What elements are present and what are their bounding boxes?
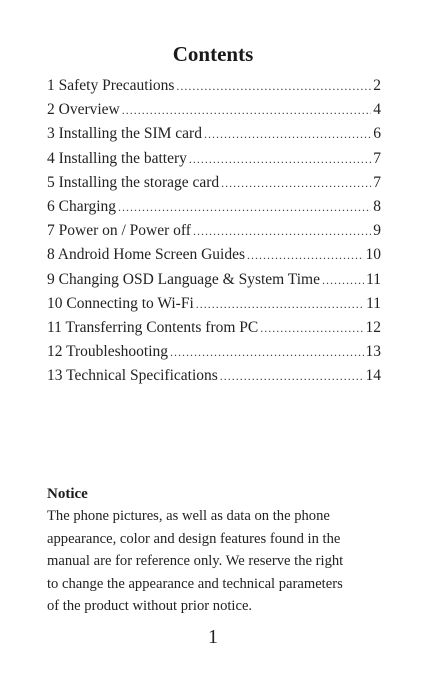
toc-dot-leader bbox=[221, 171, 371, 195]
toc-dot-leader bbox=[260, 316, 363, 340]
toc-entry[interactable] bbox=[47, 292, 381, 316]
toc-entry-label: 6 Charging bbox=[47, 197, 117, 215]
notice-section bbox=[47, 483, 387, 618]
toc-dot-leader bbox=[193, 219, 371, 243]
toc-entry-label: 1 Safety Precautions bbox=[47, 77, 175, 94]
toc-entry-page: 11 bbox=[366, 294, 381, 312]
toc-dot-leader bbox=[247, 243, 363, 267]
toc-dot-leader bbox=[176, 74, 371, 98]
table-of-contents bbox=[47, 74, 381, 388]
toc-dot-leader bbox=[322, 268, 364, 292]
toc-entry-page: 6 bbox=[373, 125, 381, 143]
toc-entry-page: 2 bbox=[373, 77, 381, 94]
notice-line: appearance, color and design features found in the bbox=[47, 530, 341, 547]
toc-entry-label: 9 Changing OSD Language & System Time bbox=[47, 270, 320, 288]
notice-line: to change the appearance and technical parameters bbox=[47, 575, 343, 592]
toc-dot-leader bbox=[204, 122, 371, 146]
toc-entry[interactable] bbox=[47, 74, 381, 98]
toc-entry[interactable] bbox=[47, 122, 381, 146]
toc-entry-label: 3 Installing the SIM card bbox=[47, 125, 202, 143]
toc-entry[interactable] bbox=[47, 316, 381, 340]
toc-entry-page: 14 bbox=[365, 367, 381, 385]
toc-entry-page: 7 bbox=[373, 149, 381, 167]
toc-dot-leader bbox=[189, 147, 371, 171]
toc-entry[interactable] bbox=[47, 147, 381, 171]
notice-line: manual are for reference only. We reserve the right bbox=[47, 553, 344, 570]
toc-entry[interactable] bbox=[47, 364, 381, 388]
toc-entry[interactable] bbox=[47, 243, 381, 267]
toc-entry[interactable] bbox=[47, 268, 381, 292]
toc-entry[interactable] bbox=[47, 171, 381, 195]
page-title: Contents bbox=[172, 42, 254, 66]
toc-entry-label: 13 Technical Specifications bbox=[47, 367, 218, 385]
toc-entry[interactable] bbox=[47, 219, 381, 243]
toc-entry[interactable] bbox=[47, 98, 381, 122]
toc-dot-leader bbox=[220, 364, 364, 388]
toc-dot-leader bbox=[118, 195, 371, 219]
toc-entry-label: 12 Troubleshooting bbox=[47, 343, 169, 361]
toc-entry-label: 4 Installing the battery bbox=[47, 149, 187, 167]
notice-line: of the product without prior notice. bbox=[47, 598, 253, 615]
toc-entry[interactable] bbox=[47, 340, 381, 364]
toc-entry-label: 11 Transferring Contents from PC bbox=[47, 318, 259, 336]
toc-entry-page: 7 bbox=[373, 173, 381, 191]
toc-entry-label: 8 Android Home Screen Guides bbox=[47, 246, 246, 264]
toc-dot-leader bbox=[122, 98, 372, 122]
toc-dot-leader bbox=[196, 292, 364, 316]
toc-entry-page: 4 bbox=[373, 101, 381, 119]
toc-entry[interactable] bbox=[47, 195, 381, 219]
toc-entry-label: 7 Power on / Power off bbox=[47, 222, 191, 240]
toc-entry-page: 8 bbox=[373, 197, 381, 215]
toc-entry-page: 11 bbox=[366, 270, 381, 288]
page-number: 1 bbox=[208, 626, 218, 648]
toc-entry-label: 5 Installing the storage card bbox=[47, 173, 220, 191]
toc-entry-page: 12 bbox=[365, 318, 381, 336]
toc-entry-label: 2 Overview bbox=[47, 101, 120, 119]
toc-entry-label: 10 Connecting to Wi-Fi bbox=[47, 294, 194, 312]
toc-entry-page: 13 bbox=[365, 343, 381, 361]
notice-line: The phone pictures, as well as data on the phone bbox=[47, 508, 330, 524]
toc-dot-leader bbox=[170, 340, 363, 364]
toc-entry-page: 10 bbox=[365, 246, 381, 264]
toc-entry-page: 9 bbox=[373, 222, 381, 240]
notice-heading: Notice bbox=[47, 486, 88, 502]
